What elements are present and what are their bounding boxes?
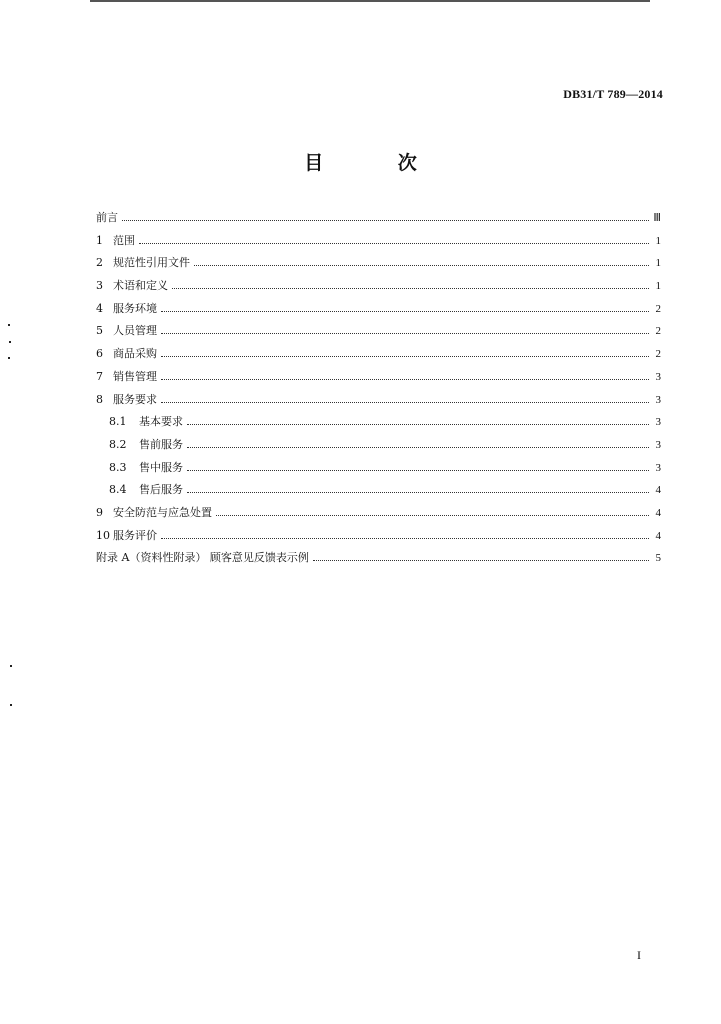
toc-entry-number: 6 <box>96 347 103 361</box>
toc-entry[interactable] <box>96 230 661 253</box>
toc-entry-number: 2 <box>96 256 103 270</box>
scan-speck <box>10 665 12 667</box>
toc-entry-page: 2 <box>655 302 661 315</box>
toc-entry-label: 前言 <box>96 211 118 224</box>
table-of-contents <box>96 207 661 570</box>
toc-dot-leader <box>161 332 649 334</box>
toc-dot-leader <box>139 242 649 244</box>
toc-entry-number: 3 <box>96 279 103 293</box>
toc-dot-leader <box>161 355 649 357</box>
toc-entry-label: 术语和定义 <box>113 279 168 293</box>
toc-entry-page: 1 <box>655 280 661 293</box>
toc-entry-number: 8.4 <box>109 483 127 497</box>
toc-entry-label: 人员管理 <box>113 324 157 338</box>
top-rule <box>90 0 650 2</box>
toc-entry-number: 5 <box>96 324 103 338</box>
toc-entry-label: 基本要求 <box>139 415 183 429</box>
toc-entry-page: Ⅲ <box>653 212 661 224</box>
toc-entry-label: 规范性引用文件 <box>113 256 190 270</box>
toc-entry-page: 3 <box>655 370 661 383</box>
toc-entry-label: 商品采购 <box>113 347 157 361</box>
toc-entry[interactable] <box>96 457 661 480</box>
toc-entry-page: 3 <box>655 393 661 406</box>
toc-entry-page: 1 <box>655 234 661 247</box>
toc-entry[interactable] <box>96 366 661 389</box>
toc-dot-leader <box>187 423 649 425</box>
toc-entry-page: 3 <box>655 438 661 451</box>
toc-entry[interactable] <box>96 207 661 230</box>
toc-entry-label: 服务要求 <box>113 392 157 406</box>
scan-speck <box>8 324 10 326</box>
toc-entry-number: 9 <box>96 505 103 519</box>
toc-entry-page: 1 <box>655 257 661 270</box>
toc-entry-number: 8.3 <box>109 460 127 474</box>
toc-entry-page: 2 <box>655 325 661 338</box>
toc-entry-number: 4 <box>96 301 103 315</box>
toc-entry-number: 8 <box>96 392 103 406</box>
toc-entry-page: 4 <box>655 484 661 497</box>
toc-entry-page: 2 <box>655 348 661 361</box>
toc-entry[interactable] <box>96 547 661 570</box>
toc-entry-page: 4 <box>655 506 661 519</box>
toc-entry[interactable] <box>96 434 661 457</box>
toc-entry[interactable] <box>96 275 661 298</box>
toc-entry[interactable] <box>96 502 661 525</box>
toc-entry[interactable] <box>96 298 661 321</box>
toc-dot-leader <box>187 446 649 448</box>
toc-entry-number: 8.1 <box>109 415 127 429</box>
scan-speck <box>9 341 11 343</box>
toc-dot-leader <box>313 559 649 561</box>
toc-entry-label: 售后服务 <box>139 483 183 497</box>
toc-dot-leader <box>161 537 649 539</box>
toc-entry[interactable] <box>96 525 661 548</box>
toc-entry-page: 3 <box>655 461 661 474</box>
document-code: DB31/T 789—2014 <box>563 87 663 101</box>
toc-entry[interactable] <box>96 479 661 502</box>
page-title: 目 次 <box>304 152 451 174</box>
toc-dot-leader <box>122 219 649 221</box>
toc-dot-leader <box>172 287 649 289</box>
toc-entry-label: 范围 <box>113 233 135 247</box>
toc-entry-number: 1 <box>96 233 103 247</box>
toc-entry-label: 安全防范与应急处置 <box>113 505 212 519</box>
toc-dot-leader <box>161 310 649 312</box>
toc-entry-number: 10 <box>96 528 110 542</box>
toc-entry-label: 售前服务 <box>139 437 183 451</box>
scan-speck <box>10 704 12 706</box>
toc-dot-leader <box>161 401 649 403</box>
toc-entry-number: 8.2 <box>109 437 127 451</box>
toc-dot-leader <box>194 264 649 266</box>
toc-entry-label: 销售管理 <box>113 369 157 383</box>
toc-entry-label: 附录 A（资料性附录） 顾客意见反馈表示例 <box>96 551 309 565</box>
page-number: I <box>637 948 641 962</box>
toc-entry-number: 7 <box>96 369 103 383</box>
toc-dot-leader <box>161 378 649 380</box>
toc-dot-leader <box>187 491 649 493</box>
toc-entry-label: 服务评价 <box>113 528 157 542</box>
toc-dot-leader <box>187 469 649 471</box>
toc-entry-page: 3 <box>655 416 661 429</box>
toc-entry[interactable] <box>96 252 661 275</box>
toc-entry[interactable] <box>96 389 661 412</box>
toc-entry-label: 服务环境 <box>113 301 157 315</box>
toc-entry[interactable] <box>96 411 661 434</box>
scan-speck <box>8 357 10 359</box>
toc-entry-label: 售中服务 <box>139 460 183 474</box>
toc-entry-page: 4 <box>655 529 661 542</box>
toc-entry[interactable] <box>96 343 661 366</box>
toc-dot-leader <box>216 514 649 516</box>
toc-entry[interactable] <box>96 320 661 343</box>
toc-entry-page: 5 <box>655 552 661 565</box>
